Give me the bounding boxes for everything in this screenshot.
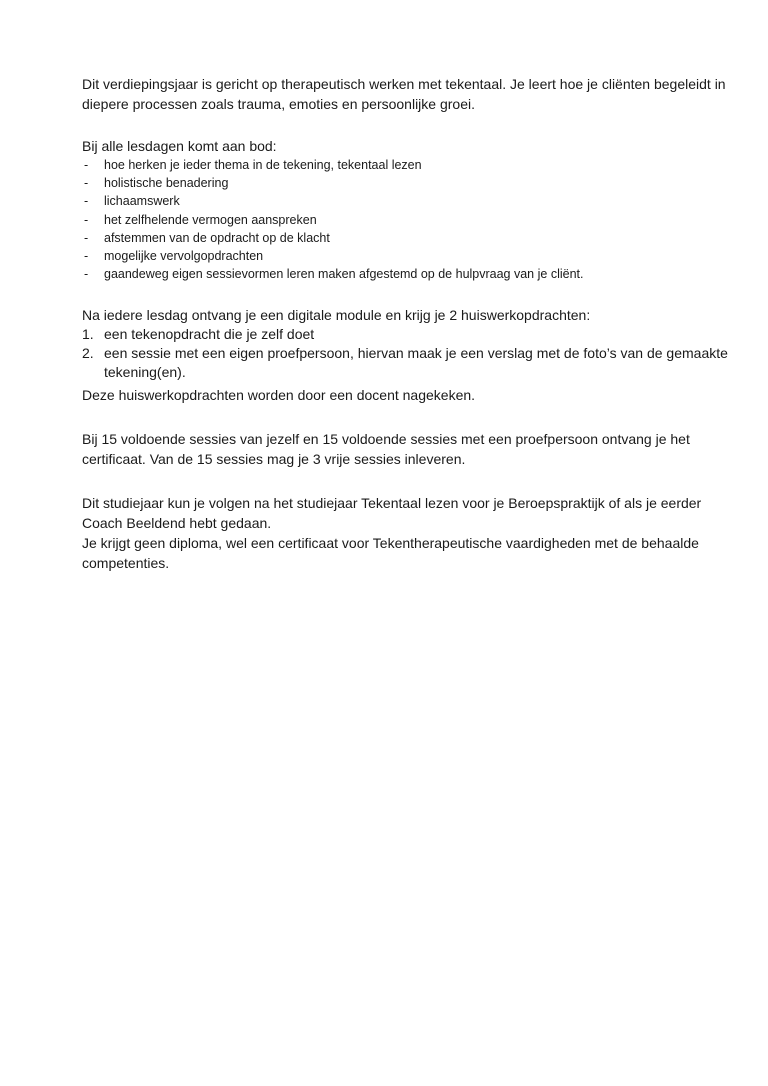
diploma-paragraph: Je krijgt geen diploma, wel een certificaat voor Tekentherapeutische vaardigheden met de behaalde competenties. <box>82 535 699 572</box>
module-intro-paragraph: Na iedere lesdag ontvang je een digitale module en krijg je 2 huiswerkopdrachten: <box>82 307 591 324</box>
list-item-text: gaandeweg eigen sessievormen leren maken afgestemd op de hulpvraag van je cliënt. <box>104 267 584 282</box>
document-page <box>82 74 742 573</box>
list-item <box>82 344 742 382</box>
list-item <box>82 325 742 344</box>
list-item <box>82 229 742 247</box>
list-item-text: afstemmen van de opdracht op de klacht <box>104 230 330 245</box>
dash-bullet: - <box>84 267 89 282</box>
list-item <box>82 192 742 210</box>
dash-bullet: - <box>84 212 89 227</box>
list-item-text: hoe herken je ieder thema in de tekening, tekentaal lezen <box>104 158 422 172</box>
lesdagen-list <box>82 156 742 283</box>
intro-paragraph: Dit verdiepingsjaar is gericht op therapeutisch werken met tekentaal. Je leert hoe je cliënten begeleidt in diepere processen zoals trauma, emoties en persoonlijke groei. <box>82 76 726 112</box>
list-item <box>82 174 742 192</box>
list-number: 2. <box>82 345 94 362</box>
dash-bullet: - <box>84 230 89 245</box>
dash-bullet: - <box>84 158 89 172</box>
list-item-text: een sessie met een eigen proefpersoon, hiervan maak je een verslag met de foto’s van de gemaakte tekening(en). <box>104 345 728 381</box>
list-item <box>82 265 742 283</box>
dash-bullet: - <box>84 249 89 264</box>
lesdagen-heading: Bij alle lesdagen komt aan bod: <box>82 138 277 154</box>
dash-bullet: - <box>84 176 89 191</box>
list-item <box>82 247 742 265</box>
list-item-text: het zelfhelende vermogen aanspreken <box>104 212 317 227</box>
list-item-text: een tekenopdracht die je zelf doet <box>104 326 315 343</box>
list-item-text: lichaamswerk <box>104 194 180 209</box>
list-item <box>82 211 742 229</box>
huiswerk-list <box>82 325 742 382</box>
certificaat-paragraph: Bij 15 voldoende sessies van jezelf en 15 voldoende sessies met een proefpersoon ontvang je het certificaat. Van de 15 sessies mag je 3 vrije sessies inleveren. <box>82 431 690 468</box>
nagekeken-paragraph: Deze huiswerkopdrachten worden door een docent nagekeken. <box>82 387 476 404</box>
dash-bullet: - <box>84 194 89 209</box>
list-item-text: holistische benadering <box>104 176 229 191</box>
studiejaar-paragraph: Dit studiejaar kun je volgen na het studiejaar Tekentaal lezen voor je Beroepspraktijk of als je eerder Coach Beeldend hebt gedaan. <box>82 495 702 532</box>
list-number: 1. <box>82 326 94 343</box>
list-item-text: mogelijke vervolgopdrachten <box>104 249 264 264</box>
list-item <box>82 156 742 174</box>
